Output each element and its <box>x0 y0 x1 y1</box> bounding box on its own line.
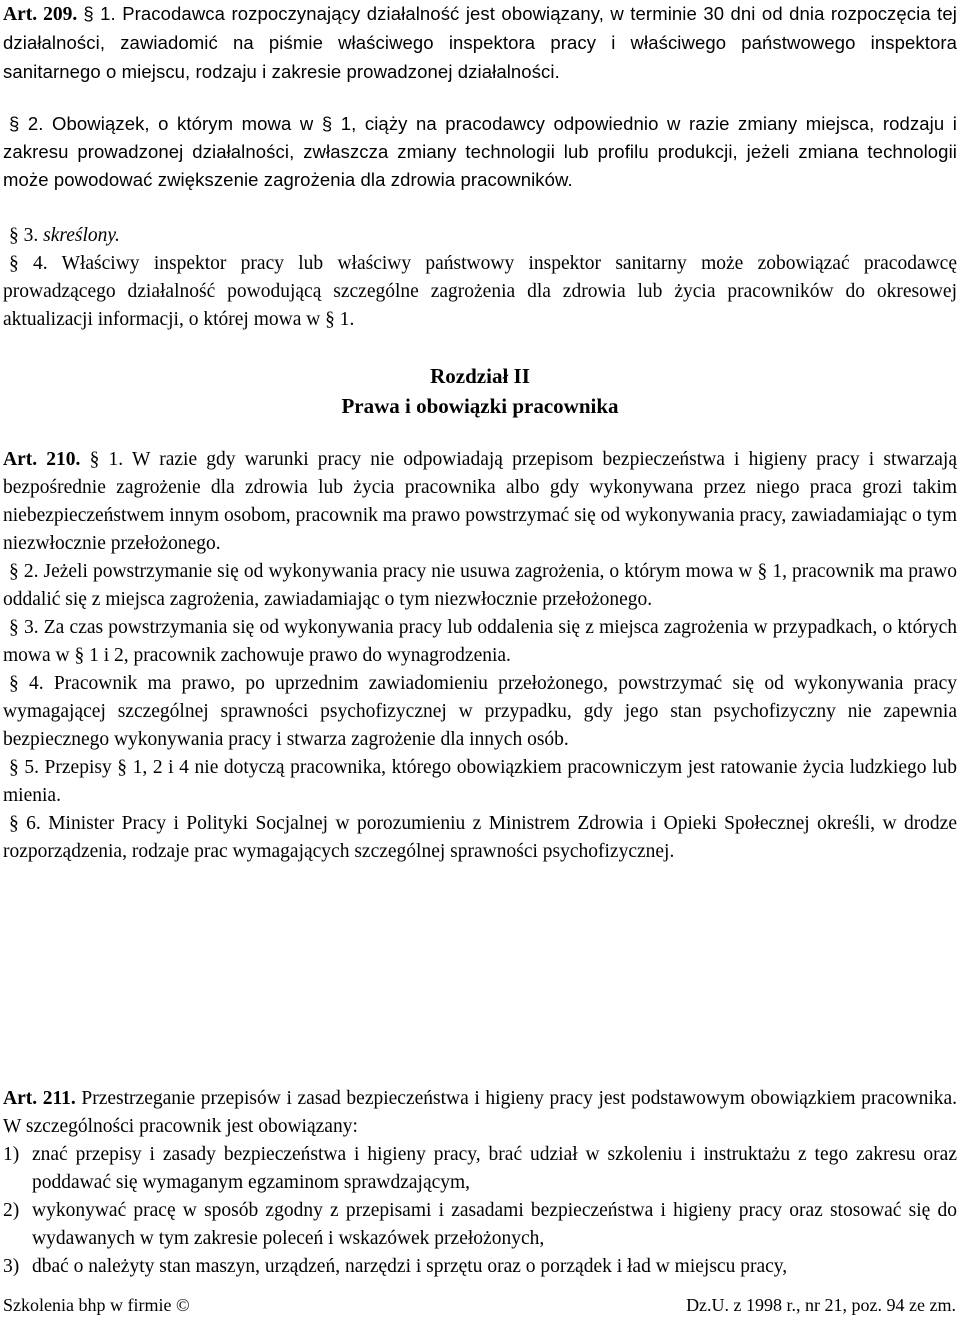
list-item <box>3 1197 957 1253</box>
art209-par1 <box>3 0 957 87</box>
art211-intro <box>3 1085 957 1141</box>
art210-par6: § 6. Minister Pracy i Polityki Socjalnej w porozumieniu z Ministrem Zdrowia i Opieki Społecznej określi, w drodze rozporządzenia, rodzaje prac wymagających szczególnej sprawności psychofizycznej. <box>3 813 957 862</box>
page-footer <box>3 1293 956 1317</box>
list-item-text: wykonywać pracę w sposób zgodny z przepisami i zasadami bezpieczeństwa i higieny pracy oraz stosować się do wydawanych w tym zakresie poleceń i wskazówek przełożonych, <box>32 1200 957 1249</box>
chapter-number: Rozdział II <box>430 364 530 388</box>
art209-label: Art. 209. <box>3 4 78 25</box>
art209-par4: § 4. Właściwy inspektor pracy lub właściwy państwowy inspektor sanitarny może zobowiązać pracodawcę prowadzącego działalność powodującą szczególne zagrożenia dla zdrowia lub życia pracowników do okresowej aktualizacji informacji, o której mowa w § 1. <box>3 253 957 330</box>
art211-label: Art. 211. <box>3 1088 76 1109</box>
list-item <box>3 1253 957 1281</box>
art210-label: Art. 210. <box>3 449 81 470</box>
art209-par2: § 2. Obowiązek, o którym mowa w § 1, ciąży na pracodawcy odpowiednio w razie zmiany miejsca, rodzaju i zakresu prowadzonej działalności, zwłaszcza zmiany technologii lub profilu produkcji, jeżeli zmiana technologii może powodować zwiększenie zagrożenia dla zdrowia pracowników. <box>3 113 957 190</box>
chapter-title: Prawa i obowiązki pracownika <box>341 394 619 418</box>
art210-par2: § 2. Jeżeli powstrzymanie się od wykonywania pracy nie usuwa zagrożenia, o którym mowa w § 1, pracownik ma prawo oddalić się z miejsca zagrożenia, zawiadamiając o tym niezwłocznie przełożonego. <box>3 561 957 610</box>
list-item <box>3 1141 957 1197</box>
art209-par3 <box>9 222 120 250</box>
art210-par1-text: § 1. W razie gdy warunki pracy nie odpowiadają przepisom bezpieczeństwa i higieny pracy i stwarzają bezpośrednie zagrożenie dla zdrowia lub życia pracownika albo gdy wykonywana przez niego praca grozi takim niebezpieczeństwem innym osobom, pracownik ma prawo powstrzymać się od wykonywania pracy, zawiadamiając o tym niezwłocznie przełożonego. <box>3 449 958 554</box>
list-item-number: 3) <box>3 1256 20 1277</box>
footer-left: Szkolenia bhp w firmie © <box>3 1295 190 1315</box>
list-item-number: 2) <box>3 1200 20 1221</box>
art210-par3: § 3. Za czas powstrzymania się od wykonywania pracy lub oddalenia się z miejsca zagrożenia w przypadkach, o których mowa w § 1 i 2, pracownik zachowuje prawo do wynagrodzenia. <box>3 617 957 666</box>
article-210 <box>3 446 957 866</box>
list-item-text: dbać o należyty stan maszyn, urządzeń, narzędzi i sprzętu oraz o porządek i ład w miejscu pracy, <box>32 1256 788 1277</box>
art210-par1 <box>3 446 957 558</box>
art209-par3-text: skreślony. <box>43 225 120 246</box>
list-item-number: 1) <box>3 1144 20 1165</box>
art209-par1-text: § 1. Pracodawca rozpoczynający działalność jest obowiązany, w terminie 30 dni od dnia rozpoczęcia tej działalności, zawiadomić na piśmie właściwego inspektora pracy i właściwego państwowego inspektora sanitarnego o miejscu, rodzaju i zakresie prowadzonej działalności. <box>3 3 957 82</box>
art210-par5: § 5. Przepisy § 1, 2 i 4 nie dotyczą pracownika, którego obowiązkiem pracowniczym jest ratowanie życia ludzkiego lub mienia. <box>3 757 957 806</box>
chapter-heading <box>3 361 957 421</box>
art209-par3-num: § 3. <box>9 225 39 246</box>
article-211 <box>3 1085 957 1281</box>
art211-intro-text: Przestrzeganie przepisów i zasad bezpieczeństwa i higieny pracy jest podstawowym obowiązkiem pracownika. W szczególności pracownik jest obowiązany: <box>3 1088 958 1137</box>
art210-par4: § 4. Pracownik ma prawo, po uprzednim zawiadomieniu przełożonego, powstrzymać się od wykonywania pracy wymagającej szczególnej sprawności psychofizycznej w przypadku, gdy jego stan psychofizyczny nie zapewnia bezpiecznego wykonywania pracy i stwarza zagrożenie dla innych osób. <box>3 673 957 750</box>
footer-right: Dz.U. z 1998 r., nr 21, poz. 94 ze zm. <box>686 1295 956 1315</box>
list-item-text: znać przepisy i zasady bezpieczeństwa i higieny pracy, brać udział w szkoleniu i instruktażu z tego zakresu oraz poddawać się wymaganym egzaminom sprawdzającym, <box>32 1144 957 1193</box>
